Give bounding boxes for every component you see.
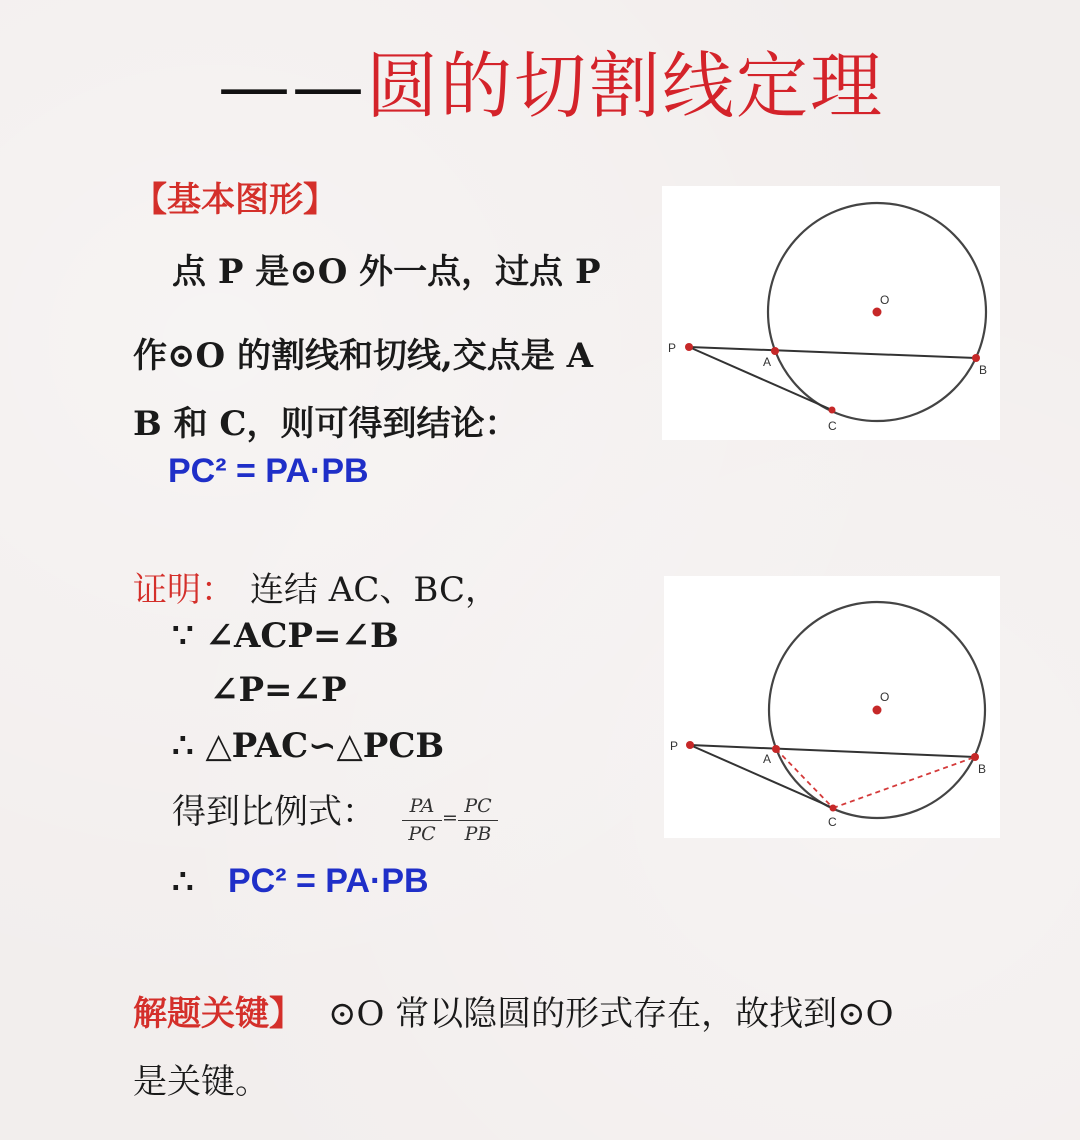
basic-line-2: 作⊙O 的割线和切线,交点是 A bbox=[133, 336, 593, 376]
ratio-formula bbox=[402, 795, 498, 849]
key-line-2: 是关键。 bbox=[133, 1062, 269, 1102]
proof-step-2: ∠P=∠P bbox=[210, 670, 347, 710]
point-c bbox=[829, 407, 836, 414]
point-p-proof bbox=[686, 741, 694, 749]
label-c-proof: C bbox=[828, 815, 837, 829]
label-p: P bbox=[668, 341, 677, 355]
basic-line-1: 点 P 是⊙O 外一点，过点 P bbox=[172, 252, 601, 292]
label-o-proof: O bbox=[880, 690, 890, 704]
label-o: O bbox=[880, 293, 890, 307]
proof-label: 证明： bbox=[133, 570, 235, 610]
ratio-right-bar bbox=[458, 820, 498, 821]
title-dash: —— bbox=[218, 44, 366, 128]
point-c-proof bbox=[830, 805, 837, 812]
proof-therefore: ∴ bbox=[172, 862, 194, 902]
ratio-equals: = bbox=[442, 807, 458, 829]
point-b bbox=[972, 354, 980, 362]
point-a-proof bbox=[772, 745, 780, 753]
ratio-left-denominator: PC bbox=[408, 823, 436, 845]
proof-step-1: ∵ ∠ACP=∠B bbox=[172, 616, 399, 656]
secant-line-proof bbox=[690, 745, 975, 757]
label-a: A bbox=[763, 355, 772, 369]
basic-line-3: B 和 C，则可得到结论： bbox=[133, 404, 519, 444]
title-main: 圆的切割线定理 bbox=[366, 44, 885, 128]
dashed-ac bbox=[776, 749, 833, 808]
page-title bbox=[218, 28, 884, 132]
figure-proof-svg bbox=[664, 576, 1000, 838]
label-b: B bbox=[979, 363, 988, 377]
label-a-proof: A bbox=[763, 752, 772, 766]
ratio-left-numerator: PA bbox=[409, 795, 435, 817]
ratio-right-denominator: PB bbox=[464, 823, 492, 845]
point-p bbox=[685, 343, 693, 351]
proof-step-3: ∴ △PAC∽△PCB bbox=[172, 726, 445, 766]
basic-heading: 【基本图形】 bbox=[133, 180, 337, 220]
figure-basic-svg bbox=[662, 186, 1000, 440]
ratio-left-bar bbox=[402, 820, 442, 821]
proof-intro: 连结 AC、BC， bbox=[250, 570, 500, 610]
figure-basic bbox=[662, 186, 1000, 440]
proof-result: PC² = PA·PB bbox=[228, 862, 429, 900]
tangent-line bbox=[689, 347, 832, 410]
tangent-line-proof bbox=[690, 745, 833, 808]
key-label: 解题关键】 bbox=[133, 994, 303, 1034]
label-b-proof: B bbox=[978, 762, 987, 776]
basic-conclusion: PC² = PA·PB bbox=[168, 452, 369, 490]
point-b-proof bbox=[971, 753, 979, 761]
dashed-bc bbox=[833, 757, 975, 808]
label-c: C bbox=[828, 419, 837, 433]
point-a bbox=[771, 347, 779, 355]
ratio-right-numerator: PC bbox=[464, 795, 492, 817]
figure-proof bbox=[664, 576, 1000, 838]
point-o bbox=[873, 308, 882, 317]
proof-ratio-label: 得到比例式： bbox=[172, 792, 376, 832]
secant-line bbox=[689, 347, 976, 358]
key-line-1: ⊙O 常以隐圆的形式存在，故找到⊙O bbox=[328, 994, 894, 1034]
point-o-proof bbox=[873, 706, 882, 715]
label-p-proof: P bbox=[670, 739, 679, 753]
